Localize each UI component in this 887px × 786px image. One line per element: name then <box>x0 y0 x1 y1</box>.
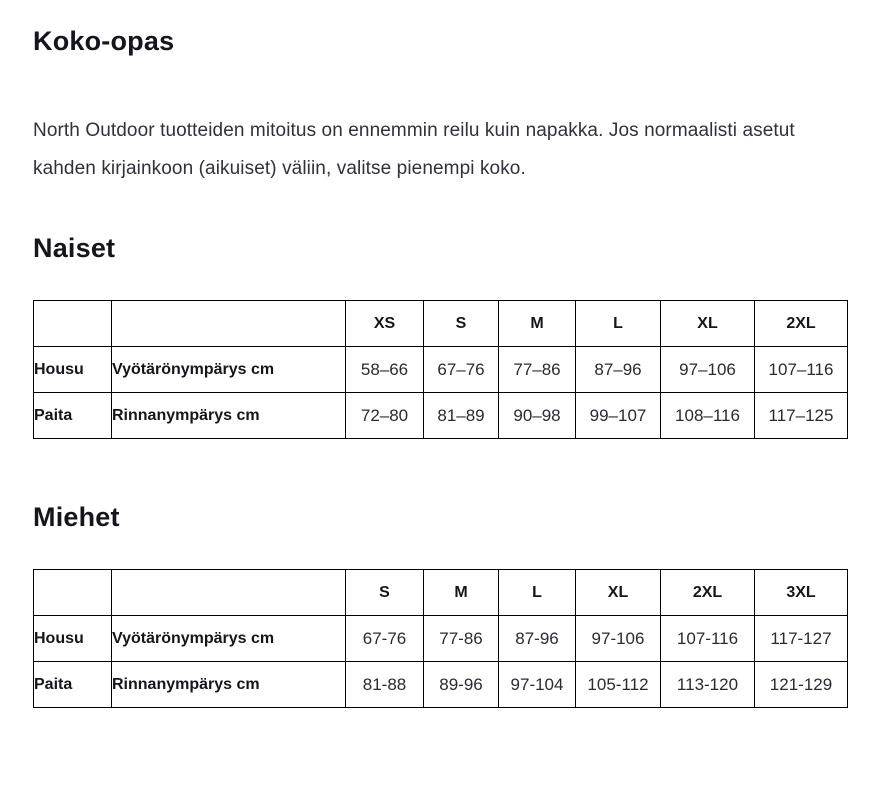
measurement-label: Vyötärönympärys cm <box>112 347 346 393</box>
garment-label: Housu <box>34 347 112 393</box>
table-row <box>34 662 848 708</box>
size-range-cell: 108–116 <box>661 393 755 439</box>
size-range-cell: 67-76 <box>346 616 424 662</box>
table-row <box>34 393 848 439</box>
size-range-cell: 77-86 <box>424 616 499 662</box>
size-range-cell: 81–89 <box>424 393 499 439</box>
size-range-cell: 117-127 <box>755 616 848 662</box>
section-heading-men: Miehet <box>33 502 120 532</box>
size-column-header: L <box>576 301 661 347</box>
section-men <box>33 501 847 708</box>
size-table-men <box>33 569 848 708</box>
table-header-row <box>34 570 848 616</box>
size-column-header: XS <box>346 301 424 347</box>
intro-paragraph: North Outdoor tuotteiden mitoitus on ennemmin reilu kuin napakka. Jos normaalisti asetut kahden kirjainkoon (aikuiset) väliin, valitse pienempi koko. <box>33 120 795 179</box>
size-column-header: L <box>499 570 576 616</box>
size-range-cell: 81-88 <box>346 662 424 708</box>
size-column-header: S <box>424 301 499 347</box>
empty-corner-cell <box>112 570 346 616</box>
size-range-cell: 77–86 <box>499 347 576 393</box>
measurement-label: Rinnanympärys cm <box>112 393 346 439</box>
size-column-header: 3XL <box>755 570 848 616</box>
size-range-cell: 117–125 <box>755 393 848 439</box>
measurement-label: Vyötärönympärys cm <box>112 616 346 662</box>
size-column-header: S <box>346 570 424 616</box>
size-range-cell: 72–80 <box>346 393 424 439</box>
size-range-cell: 97-104 <box>499 662 576 708</box>
size-table-women <box>33 300 848 439</box>
size-column-header: XL <box>576 570 661 616</box>
size-column-header: XL <box>661 301 755 347</box>
size-range-cell: 97–106 <box>661 347 755 393</box>
size-column-header: 2XL <box>755 301 848 347</box>
empty-corner-cell <box>34 570 112 616</box>
size-range-cell: 107-116 <box>661 616 755 662</box>
section-heading-women: Naiset <box>33 233 116 263</box>
garment-label: Paita <box>34 393 112 439</box>
empty-corner-cell <box>34 301 112 347</box>
table-header-row <box>34 301 848 347</box>
size-column-header: M <box>499 301 576 347</box>
size-range-cell: 89-96 <box>424 662 499 708</box>
garment-label: Paita <box>34 662 112 708</box>
section-women <box>33 232 847 439</box>
size-range-cell: 58–66 <box>346 347 424 393</box>
size-range-cell: 87-96 <box>499 616 576 662</box>
size-column-header: 2XL <box>661 570 755 616</box>
size-range-cell: 87–96 <box>576 347 661 393</box>
page-title: Koko-opas <box>33 26 175 56</box>
size-range-cell: 99–107 <box>576 393 661 439</box>
table-row <box>34 347 848 393</box>
empty-corner-cell <box>112 301 346 347</box>
measurement-label: Rinnanympärys cm <box>112 662 346 708</box>
table-row <box>34 616 848 662</box>
size-range-cell: 105-112 <box>576 662 661 708</box>
garment-label: Housu <box>34 616 112 662</box>
size-range-cell: 67–76 <box>424 347 499 393</box>
size-range-cell: 90–98 <box>499 393 576 439</box>
size-range-cell: 97-106 <box>576 616 661 662</box>
size-range-cell: 113-120 <box>661 662 755 708</box>
size-range-cell: 121-129 <box>755 662 848 708</box>
size-column-header: M <box>424 570 499 616</box>
size-range-cell: 107–116 <box>755 347 848 393</box>
